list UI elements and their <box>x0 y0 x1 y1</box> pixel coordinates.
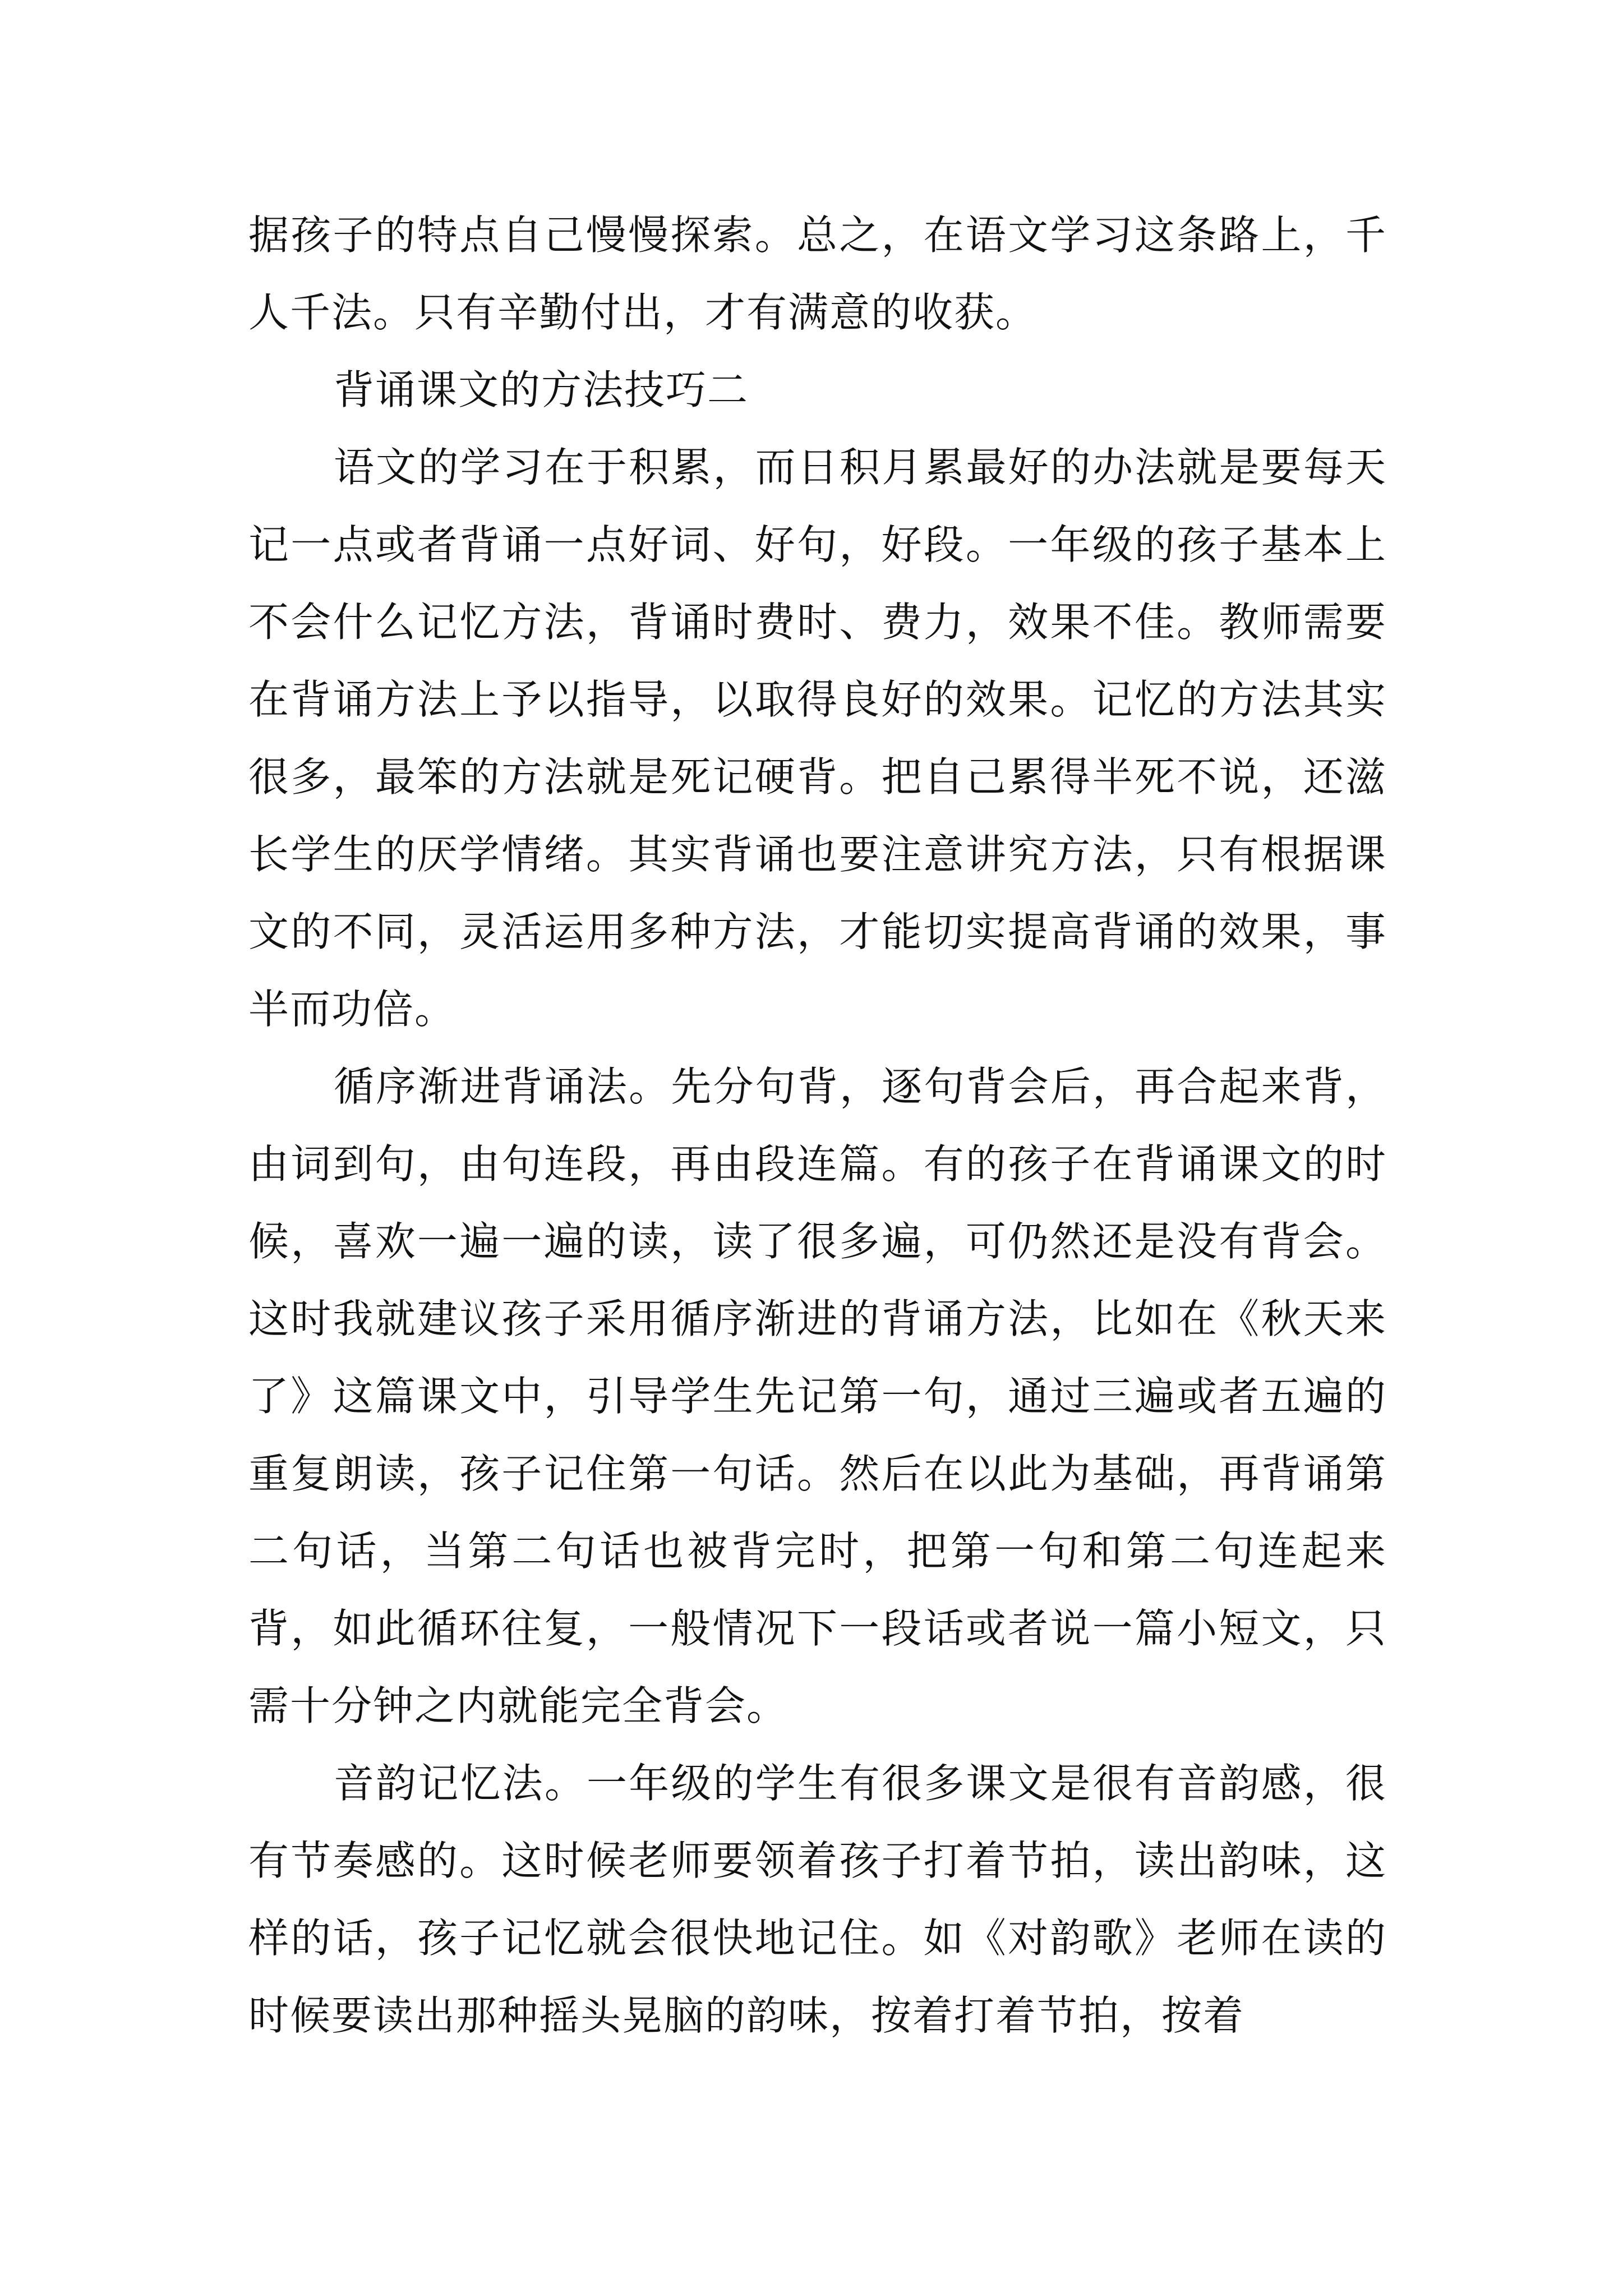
paragraph-intro: 语文的学习在于积累，而日积月累最好的办法就是要每天记一点或者背诵一点好词、好句，好段。一年级的孩子基本上不会什么记忆方法，背诵时费时、费力，效果不佳。教师需要在背诵方法上予以指导，以取得良好的效果。记忆的方法其实很多，最笨的方法就是死记硬背。把自己累得半死不说，还滋长学生的厌学情绪。其实背诵也要注意讲究方法，只有根据课文的不同，灵活运用多种方法，才能切实提高背诵的效果，事半而功倍。 <box>248 444 1387 1033</box>
paragraph-continuation: 据孩子的特点自己慢慢探索。总之，在语文学习这条路上，千人千法。只有辛勤付出，才有满意的收获。 <box>248 211 1387 336</box>
document-body <box>248 196 1387 2054</box>
paragraph-method-sequential: 循序渐进背诵法。先分句背，逐句背会后，再合起来背，由词到句，由句连段，再由段连篇。有的孩子在背诵课文的时候，喜欢一遍一遍的读，读了很多遍，可仍然还是没有背会。这时我就建议孩子采用循序渐进的背诵方法，比如在《秋天来了》这篇课文中，引导学生先记第一句，通过三遍或者五遍的重复朗读，孩子记住第一句话。然后在以此为基础，再背诵第二句话，当第二句话也被背完时，把第一句和第二句连起来背，如此循环往复，一般情况下一段话或者说一篇小短文，只需十分钟之内就能完全背会。 <box>248 1063 1387 1729</box>
paragraph-method-rhythm: 音韵记忆法。一年级的学生有很多课文是很有音韵感，很有节奏感的。这时候老师要领着孩子打着节拍，读出韵味，这样的话，孩子记忆就会很快地记住。如《对韵歌》老师在读的时候要读出那种摇头晃脑的韵味，按着打着节拍，按着 <box>248 1760 1387 2039</box>
section-heading: 背诵课文的方法技巧二 <box>334 366 749 413</box>
